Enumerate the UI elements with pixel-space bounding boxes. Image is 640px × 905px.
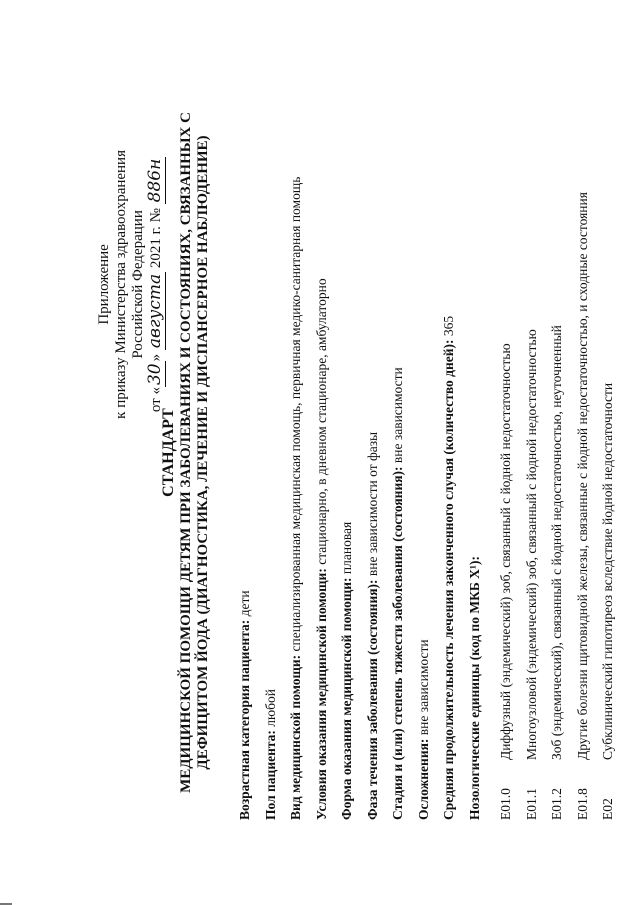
nosology-label: Нозологические единицы (код по МКБ X¹):	[466, 556, 482, 820]
field-value: 365	[441, 315, 456, 340]
field-label: Форма оказания медицинской помощи:	[339, 577, 354, 820]
field-label: Стадия и (или) степень тяжести заболевания (состояния):	[390, 466, 405, 820]
date-mid: »	[148, 353, 164, 362]
title-standard: СТАНДАРТ	[160, 408, 177, 497]
field-value: любой	[262, 689, 278, 731]
field-row	[360, 20, 386, 820]
document-body	[232, 20, 621, 820]
field-value: плановая	[339, 521, 354, 578]
field-value: вне зависимости	[390, 367, 405, 467]
field-row	[411, 20, 437, 820]
field-row	[309, 20, 335, 820]
field-row	[258, 20, 284, 820]
icd-row	[595, 20, 621, 820]
icd-description: Другие болезни щитовидной железы, связанные с йодной недостаточностью, и сходные состояния	[574, 192, 590, 760]
icd-code: E01.1	[523, 788, 539, 820]
document-title	[160, 0, 212, 905]
field-label: Осложнения:	[415, 738, 431, 820]
date-prefix: от «	[148, 387, 164, 413]
date-day: 30	[145, 363, 165, 386]
icd-row	[544, 20, 570, 820]
field-label: Вид медицинской помощи:	[288, 654, 303, 820]
field-label: Возрастная категория пациента:	[237, 619, 252, 820]
field-label: Фаза течения заболевания (состояния):	[364, 579, 380, 820]
annex-federation: Российской Федерации	[130, 210, 146, 359]
title-line-1: МЕДИЦИНСКОЙ ПОМОЩИ ДЕТЯМ ПРИ ЗАБОЛЕВАНИЯХ И СОСТОЯНИЯХ, СВЯЗАННЫХ С	[178, 112, 194, 793]
field-label: Условия оказания медицинской помощи:	[313, 568, 329, 820]
title-line-2: ДЕФИЦИТОМ ЙОДА (ДИАГНОСТИКА, ЛЕЧЕНИЕ И ДИСПАНСЕРНОЕ НАБЛЮДЕНИЕ)	[195, 135, 211, 770]
icd-row	[519, 20, 545, 820]
field-value: специализированная медицинская помощь, первичная медико-санитарная помощь	[288, 176, 303, 655]
icd-code: E01.2	[549, 788, 564, 820]
field-value: вне зависимости от фазы	[364, 431, 380, 580]
field-row	[283, 20, 309, 820]
icd-description: Субклинический гипотиреоз вследствие йодной недостаточности	[600, 382, 615, 760]
field-label: Средняя продолжительность лечения законченного случая (количество дней):	[441, 339, 456, 820]
icd-code-list	[493, 20, 621, 820]
field-row	[232, 20, 258, 820]
field-value: стационарно, в дневном стационаре, амбулаторно	[313, 278, 329, 569]
field-row	[436, 20, 462, 820]
icd-code: E02	[600, 798, 615, 820]
field-value: дети	[237, 590, 252, 620]
field-label: Пол пациента:	[262, 730, 278, 820]
icd-row	[570, 20, 596, 820]
annex-order: к приказу Министерства здравоохранения	[113, 150, 129, 419]
order-number: 886н	[145, 158, 165, 203]
icd-description: Диффузный (эндемический) зоб, связанный с йодной недостаточностью	[498, 343, 513, 760]
annex-title: Приложение	[96, 244, 112, 325]
icd-code: E01.0	[498, 788, 513, 820]
field-value: вне зависимости	[415, 639, 431, 739]
icd-description: Зоб (эндемический), связанный с йодной недостаточностью, неуточненный	[549, 325, 564, 760]
field-row	[385, 20, 411, 820]
icd-description: Многоузловой (эндемический) зоб, связанный с йодной недостаточностью	[523, 329, 539, 760]
annex-block	[96, 150, 165, 419]
field-row	[334, 20, 360, 820]
icd-row	[493, 20, 519, 820]
icd-code: E01.8	[574, 788, 590, 820]
nosology-heading	[462, 20, 488, 820]
date-year: 2021 г. №	[148, 208, 164, 269]
date-month: августа	[145, 273, 165, 349]
